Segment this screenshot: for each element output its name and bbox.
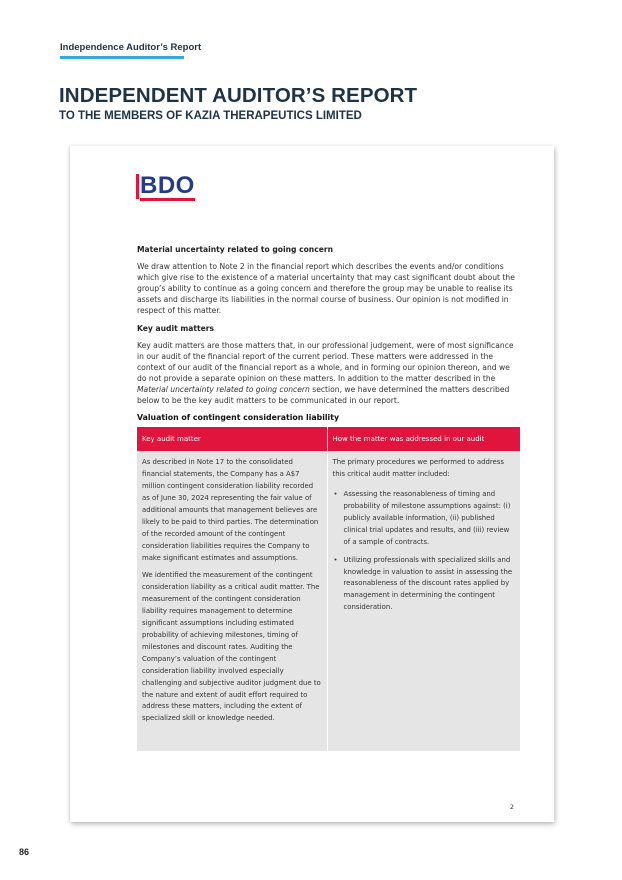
going-concern-paragraph: We draw attention to Note 2 in the financial report which describes the events and/or conditions which give rise to the existence of a material uncertainty that may cast significant doubt about the group’s ability to continue as a going concern and therefore the group may be unable to realise its assets and discharge its liabilities in the normal course of business. Our opinion is not modified in respect of this matter. bbox=[137, 262, 515, 316]
kam-identification-paragraph: We identified the measurement of the contingent consideration liability as a critical audit matter. The measurement of the contingent consideration liability requires management to determine significant assumptions including estimated probability of achieving milestones, timing of milestones and discount rates. Auditing the Company’s valuation of the contingent consideration liability involved especially challenging and subjective auditor judgment due to the nature and extent of audit effort required to address these matters, including the extent of specialized skill or knowledge needed. bbox=[142, 571, 321, 723]
bdo-logo-bar bbox=[136, 174, 139, 199]
kam-description-paragraph: As described in Note 17 to the consolidated financial statements, the Company has a A$7 million contingent consideration liability recorded as of June 30, 2024 representing the fair value of additional amounts that management believes are likely to be paid to third parties. The determination of the recorded amount of the contingent consideration liabilities requires the Company to make significant estimates and assumptions. bbox=[142, 458, 319, 562]
table-header-key-audit-matter: Key audit matter bbox=[137, 427, 327, 451]
embedded-report-page bbox=[70, 146, 554, 822]
page-subtitle: TO THE MEMBERS OF KAZIA THERAPEUTICS LIMITED bbox=[59, 110, 362, 122]
procedures-list bbox=[333, 489, 516, 614]
kam-text-italic: Material uncertainty related to going concern bbox=[137, 385, 310, 395]
valuation-heading: Valuation of contingent consideration liability bbox=[137, 413, 340, 423]
bdo-logo-text: BDO bbox=[140, 171, 195, 199]
how-addressed-cell bbox=[327, 451, 520, 751]
key-audit-matter-cell bbox=[137, 451, 327, 751]
kam-text-part1: Key audit matters are those matters that, in our professional judgement, were of most significance in our audit of the financial report of the current period. These matters were addressed in the context of our audit of the financial report as a whole, and in forming our opinion thereon, and we do not provide a separate opinion on these matters. In addition to the matter described in the bbox=[137, 340, 514, 383]
procedures-intro: The primary procedures we performed to address this critical audit matter included: bbox=[332, 458, 504, 479]
list-item: • Utilizing professionals with specialized skills and knowledge in valuation to assist in assessing the reasonableness of the discount rates applied by management in determining the contingent consideration. bbox=[333, 555, 516, 615]
list-item: • Assessing the reasonableness of timing and probability of milestone assumptions against: (i) publicly available information, (ii) published clinical trial updates and results, and (iii) review of a sample of contracts. bbox=[333, 489, 516, 549]
table-header-how-addressed: How the matter was addressed in our audit bbox=[327, 427, 520, 451]
table-row bbox=[137, 451, 520, 751]
key-audit-matters-heading: Key audit matters bbox=[137, 323, 215, 333]
bdo-logo bbox=[136, 173, 195, 200]
page-number: 86 bbox=[19, 847, 30, 857]
kam-text-part2: section, we have determined the matters described below to be the key audit matters to be communicated in our report. bbox=[137, 385, 510, 406]
inner-page-number: 2 bbox=[509, 803, 514, 811]
report-content bbox=[137, 244, 520, 751]
going-concern-heading: Material uncertainty related to going concern bbox=[137, 245, 334, 254]
section-tag: Independence Auditor’s Report bbox=[60, 42, 202, 53]
key-audit-matter-table bbox=[137, 427, 520, 751]
section-tag-underline bbox=[60, 56, 184, 59]
table-header-row bbox=[137, 427, 520, 451]
page-title: INDEPENDENT AUDITOR’S REPORT bbox=[59, 84, 418, 107]
key-audit-matters-paragraph bbox=[137, 340, 520, 407]
